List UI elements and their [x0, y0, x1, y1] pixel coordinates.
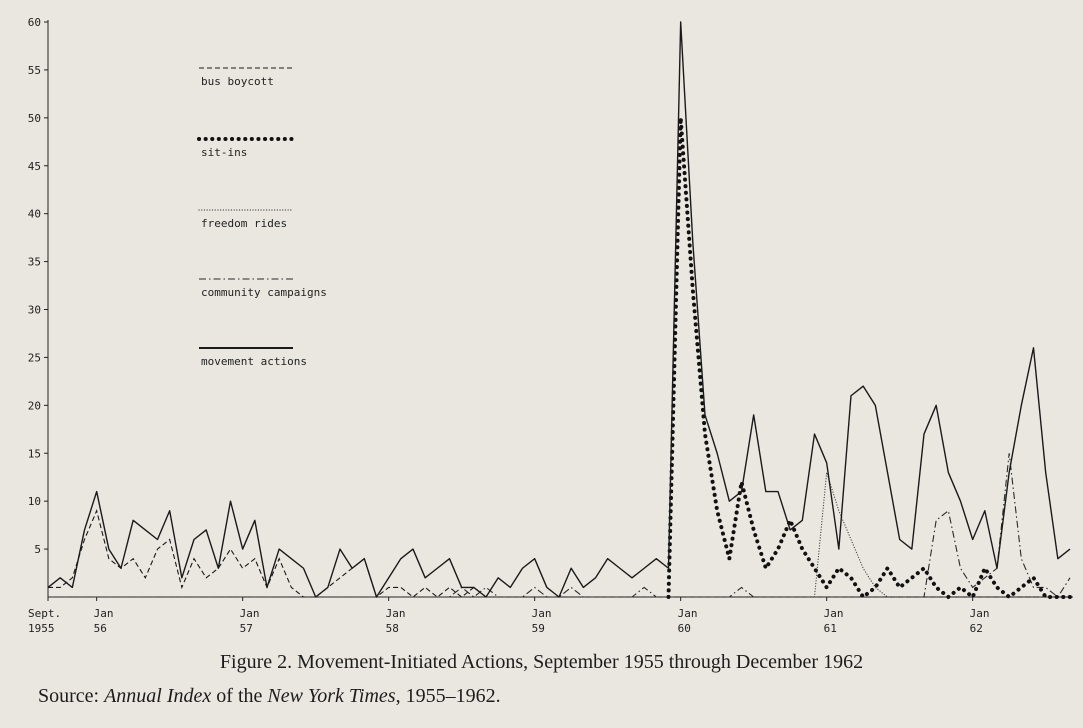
x-tick-label: Jan [677, 607, 698, 620]
x-tick-label: Jan [969, 607, 990, 620]
y-tick-label: 50 [27, 111, 41, 125]
x-tick-label: Sept. [28, 607, 62, 620]
source-suffix: , 1955–1962. [395, 685, 501, 707]
y-tick-label: 45 [27, 159, 41, 173]
series-line-sit-ins [669, 118, 1071, 597]
x-tick-label-year: 56 [93, 622, 107, 635]
x-tick-label-year: 60 [677, 622, 691, 635]
legend [199, 68, 327, 368]
x-tick-label-year: 58 [385, 622, 399, 635]
y-tick-label: 15 [27, 447, 41, 461]
x-axis-ticks [28, 597, 990, 635]
axes [48, 20, 1073, 597]
y-axis-ticks [28, 16, 48, 556]
x-tick-label-year: 1955 [28, 622, 55, 635]
x-tick-label-year: 61 [823, 622, 837, 635]
x-tick-label-year: 57 [239, 622, 253, 635]
y-tick-label: 55 [27, 63, 41, 77]
x-tick-label-year: 62 [969, 622, 983, 635]
legend-label-movement-actions: movement actions [201, 355, 307, 368]
y-tick-label: 60 [27, 16, 41, 29]
source-mid: of the [211, 685, 268, 707]
x-tick-label: Jan [93, 607, 114, 620]
legend-label-community-campaigns: community campaigns [201, 286, 327, 299]
figure-caption: Figure 2. Movement-Initiated Actions, September 1955 through December 1962 [219, 651, 864, 673]
y-tick-label: 35 [27, 255, 41, 269]
source-italic: Annual Index [104, 685, 212, 707]
source-italic-2: New York Times [267, 685, 396, 707]
y-tick-label: 25 [27, 351, 41, 365]
y-tick-label: 40 [27, 207, 41, 221]
x-tick-label-year: 59 [531, 622, 545, 635]
series-layer [48, 22, 1070, 597]
x-tick-label: Jan [385, 607, 406, 620]
legend-label-sit-ins: sit-ins [201, 146, 248, 159]
series-line-community-campaigns [48, 453, 1070, 597]
series-line-bus-boycott [48, 511, 1070, 597]
y-tick-label: 30 [27, 303, 41, 317]
x-tick-label: Jan [531, 607, 552, 620]
legend-label-bus-boycott: bus boycott [201, 75, 274, 88]
figure-source [38, 685, 501, 708]
y-tick-label: 10 [27, 495, 41, 509]
x-tick-label: Jan [239, 607, 260, 620]
legend-label-freedom-rides: freedom rides [201, 217, 288, 230]
source-prefix: Source: [38, 685, 105, 707]
y-tick-label: 5 [34, 543, 41, 557]
series-line-movement-actions [48, 22, 1070, 597]
y-tick-label: 20 [27, 399, 41, 413]
x-tick-label: Jan [823, 607, 844, 620]
